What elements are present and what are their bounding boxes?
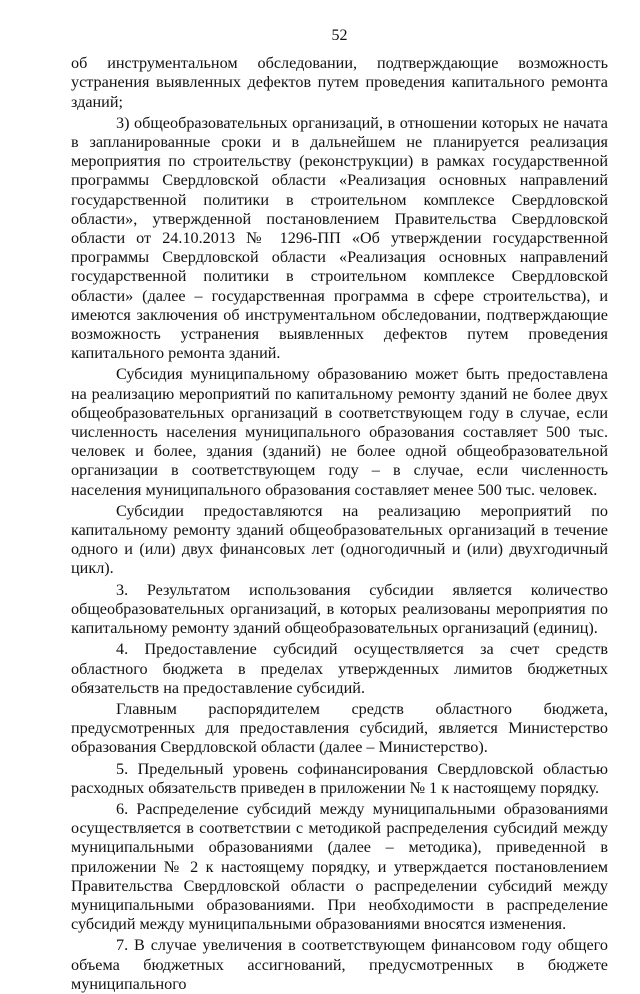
paragraph-clause-5: 5. Предельный уровень софинансирования Свердловской областью расходных обязательств приведен в приложении № 1 к настоящему порядку. [71,759,608,797]
paragraph-item-3: 3) общеобразовательных организаций, в отношении которых не начата в запланированные сроки и в дальнейшем не планируется реализация мероприятия по строительству (реконструкции) в рамках государственной программы Свердловской области «Реализация основных направлений государственной политики в строительном комплексе Свердловской области», утвержденной постановлением Правительства Свердловской области от 24.10.2013 № 1296-ПП «Об утверждении государственной программы Свердловской области «Реализация основных направлений государственной политики в строительном комплексе Свердловской области» (далее – государственная программа в сфере строительства), и имеются заключения об инструментальном обследовании, подтверждающие возможность устранения выявленных дефектов путем проведения капитального ремонта зданий. [71,113,608,363]
paragraph-clause-6: 6. Распределение субсидий между муниципальными образованиями осуществляется в соответствии с методикой распределения субсидий между муниципальными образованиями (далее – методика), приведенной в приложении № 2 к настоящему порядку, и утверждается постановлением Правительства Свердловской области о распределении субсидий между муниципальными образованиями. При необходимости в распределение субсидий между муниципальными образованиями вносятся изменения. [71,799,608,934]
paragraph-main-administrator: Главным распорядителем средств областного бюджета, предусмотренных для предоставления субсидий, является Министерство образования Свердловской области (далее – Министерство). [71,699,608,757]
paragraph-subsidy-limit: Субсидия муниципальному образованию может быть предоставлена на реализацию мероприятий по капитальному ремонту зданий не более двух общеобразовательных организаций в соответствующем году в случае, если численность населения муниципального образования составляет 500 тыс. человек и более, здания (зданий) не более одной общеобразовательной организации в соответствующем году – в случае, если численность населения муниципального образования составляет менее 500 тыс. человек. [71,365,608,499]
paragraph-clause-7: 7. В случае увеличения в соответствующем финансовом году общего объема бюджетных ассигнований, предусмотренных в бюджете муниципального [71,936,608,993]
paragraph-clause-4: 4. Предоставление субсидий осуществляется за счет средств областного бюджета в пределах утвержденных лимитов бюджетных обязательств на предоставление субсидий. [71,640,608,697]
page-number: 52 [331,27,348,44]
paragraph-continuation: об инструментальном обследовании, подтверждающие возможность устранения выявленных дефектов путем проведения капитального ремонта зданий; [71,54,608,111]
document-page [71,26,608,994]
paragraph-subsidy-cycle: Субсидии предоставляются на реализацию мероприятий по капитальному ремонту зданий общеобразовательных организаций в течение одного и (или) двух финансовых лет (одногодичный и (или) двухгодичный цикл). [71,501,608,578]
paragraph-clause-3: 3. Результатом использования субсидии является количество общеобразовательных организаций, в которых реализованы мероприятия по капитальному ремонту зданий общеобразовательных организаций (единиц). [71,580,608,638]
